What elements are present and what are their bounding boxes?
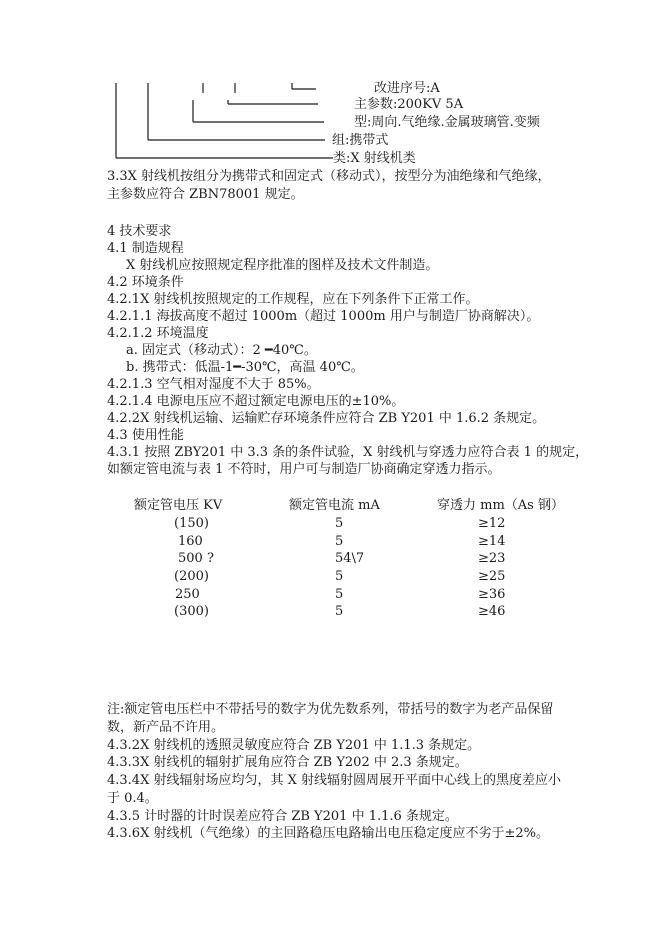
table-cell: ≥36 <box>478 587 506 602</box>
para-4-2-1-1: 4.2.1.1 海拔高度不超过 1000m（超过 1000m 用户与制造厂协商解决）。 <box>107 309 540 324</box>
note-line-2: 数，新产品不许用。 <box>107 720 225 735</box>
table-cell: ≥25 <box>478 569 506 584</box>
section-4-3-heading: 4.3 使用性能 <box>107 428 184 443</box>
para-4-3-3: 4.3.3X 射线机的辐射扩展角应符合 ZB Y202 中 2.3 条规定。 <box>107 755 468 770</box>
para-4-2-1: 4.2.1X 射线机按照规定的工作规程，应在下列条件下正常工作。 <box>107 292 479 307</box>
label-main-param: 主参数:200KV 5A <box>354 97 464 112</box>
para-temp-b: b. 携带式：低温-1━-30℃，高温 40℃。 <box>126 360 364 375</box>
label-class: 类:X 射线机类 <box>333 151 416 166</box>
label-revision: 改进序号:A <box>374 81 440 96</box>
para-4-2-1-2: 4.2.1.2 环境温度 <box>107 326 209 341</box>
note-line-1: 注:额定管电压栏中不带括号的数字为优先数系列，带括号的数字为老产品保留 <box>107 702 554 717</box>
para-4-3-2: 4.3.2X 射线机的透照灵敏度应符合 ZB Y201 中 1.1.3 条规定。 <box>107 738 481 753</box>
para-4-2-1-3: 4.2.1.3 空气相对湿度不大于 85%。 <box>107 377 320 392</box>
table-cell: 5 <box>335 534 344 549</box>
para-4-3-5: 4.3.5 计时器的计时误差应符合 ZB Y201 中 1.1.6 条规定。 <box>107 809 458 824</box>
table-cell: (150) <box>174 516 209 531</box>
para-temp-a: a. 固定式（移动式）：2 ━40℃。 <box>126 343 317 358</box>
para-4-3-1-cont: 如额定管电流与表 1 不符时，用户可与制造厂协商确定穿透力指示。 <box>107 462 501 477</box>
table-cell: (300) <box>174 604 209 619</box>
table-cell: 500 ? <box>178 551 214 566</box>
para-3-3-cont: 主参数应符合 ZBN78001 规定。 <box>107 187 304 202</box>
table-cell: ≥14 <box>478 534 506 549</box>
section-4-2-heading: 4.2 环境条件 <box>107 275 184 290</box>
para-4-3-4-cont: 于 0.4。 <box>107 791 158 806</box>
table-cell: 5 <box>335 604 344 619</box>
label-type: 型:周向.气绝缘.金属玻璃管.变频 <box>354 115 540 130</box>
para-3-3: 3.3X 射线机按组分为携带式和固定式（移动式），按型分为油绝缘和气绝缘， <box>107 169 551 184</box>
table-cell: (200) <box>174 569 209 584</box>
table-cell: ≥46 <box>478 604 506 619</box>
table-cell: 5 <box>335 587 344 602</box>
label-group: 组:携带式 <box>332 133 389 148</box>
para-4-1: X 射线机应按照规定程序批准的图样及技术文件制造。 <box>126 258 439 273</box>
para-4-2-2: 4.2.2X 射线机运输、运输贮存环境条件应符合 ZB Y201 中 1.6.2 条规定。 <box>107 411 546 426</box>
classification-diagram <box>0 0 662 180</box>
table-header-current: 额定管电流 mA <box>289 498 380 513</box>
para-4-3-4: 4.3.4X 射线辐射场应均匀，其 X 射线辐射圆周展开平面中心线上的黑度差应小 <box>107 773 561 788</box>
diagram-lines <box>0 0 662 180</box>
table-cell: 5 <box>335 516 344 531</box>
table-cell: 160 <box>178 534 203 549</box>
table-cell: 5 <box>335 569 344 584</box>
para-4-3-1: 4.3.1 按照 ZBY201 中 3.3 条的条件试验，X 射线机与穿透力应符合表 1 的规定， <box>107 445 589 460</box>
table-header-voltage: 额定管电压 KV <box>134 498 223 513</box>
section-4-heading: 4 技术要求 <box>107 224 172 239</box>
table-header-penetration: 穿透力 mm（As 钢） <box>437 498 564 513</box>
para-4-3-6: 4.3.6X 射线机（气绝缘）的主回路稳压电路输出电压稳定度应不劣于±2%。 <box>107 826 549 841</box>
table-cell: 250 <box>175 587 200 602</box>
para-4-2-1-4: 4.2.1.4 电源电压应不超过额定电源电压的±10%。 <box>107 394 405 409</box>
section-4-1-heading: 4.1 制造规程 <box>107 241 184 256</box>
table-cell: 54\7 <box>335 551 365 566</box>
table-cell: ≥23 <box>478 551 506 566</box>
table-cell: ≥12 <box>478 516 506 531</box>
